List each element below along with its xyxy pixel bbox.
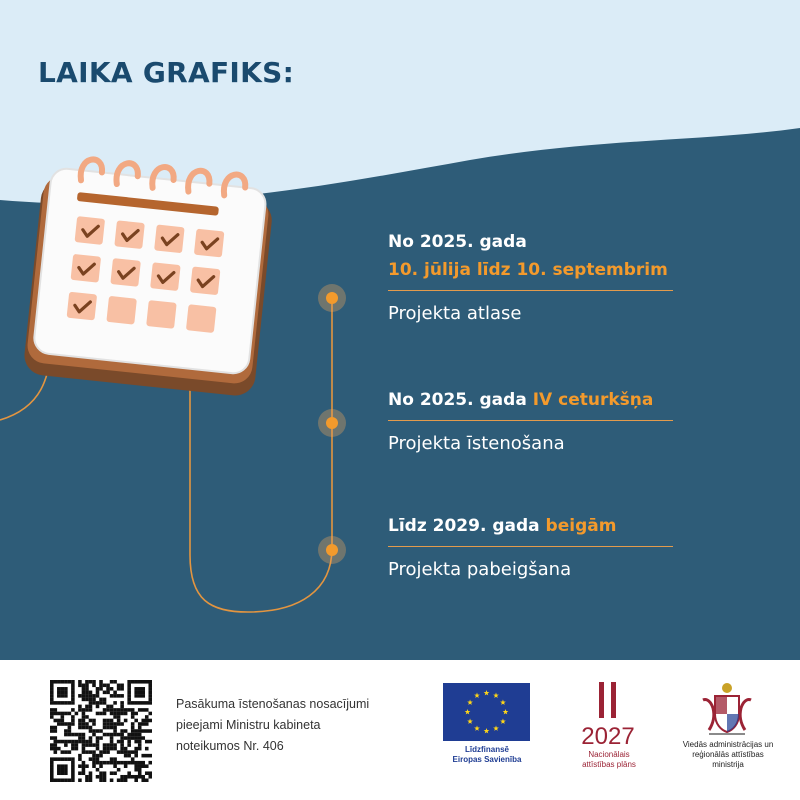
eu-caption-line: Eiropas Savienība xyxy=(452,755,522,764)
regulation-note-line: pieejami Ministru kabineta xyxy=(176,718,321,732)
latvia-coat-of-arms-icon xyxy=(695,682,759,738)
nap-caption-line: Nacionālais xyxy=(588,750,630,759)
regulation-note-line: noteikumos Nr. 406 xyxy=(176,739,284,753)
ministry-caption-line: reģionālās attīstības xyxy=(692,750,764,759)
eu-caption xyxy=(432,745,542,765)
timeline-entry-completion xyxy=(388,512,673,580)
regulation-note xyxy=(176,694,369,757)
page-title: LAIKA GRAFIKS: xyxy=(38,56,295,89)
entry-date xyxy=(388,512,673,540)
nap-caption-line: attīstības plāns xyxy=(582,760,636,769)
entry-date-prefix: No 2025. gada xyxy=(388,232,527,252)
entry-description: Projekta atlase xyxy=(388,303,522,324)
timeline-entry-selection xyxy=(388,228,673,324)
timeline-dot-1 xyxy=(318,284,346,312)
entry-date-highlight: IV ceturkšņa xyxy=(532,390,654,410)
entry-description: Projekta īstenošana xyxy=(388,433,565,454)
timeline-dot-3 xyxy=(318,536,346,564)
ministry-caption-line: ministrija xyxy=(712,760,744,769)
entry-divider xyxy=(388,290,673,291)
entry-date-prefix: Līdz 2029. gada xyxy=(388,516,540,536)
entry-divider xyxy=(388,420,673,421)
timeline-entry-implementation xyxy=(388,386,673,454)
qr-code[interactable] xyxy=(50,680,152,782)
ministry-caption-line: Viedās administrācijas un xyxy=(682,740,774,749)
regulation-note-line: Pasākuma īstenošanas nosacījumi xyxy=(176,697,370,711)
nap-year: 2027 xyxy=(581,723,635,748)
entry-date-range: 10. jūlija līdz 10. septembrim xyxy=(388,260,668,280)
calendar-illustration xyxy=(23,154,277,397)
footer xyxy=(0,660,800,800)
eu-flag-icon xyxy=(443,683,530,741)
nap-2027-logo xyxy=(573,678,643,748)
entry-divider xyxy=(388,546,673,547)
entry-date-highlight: beigām xyxy=(545,516,617,536)
entry-date xyxy=(388,386,673,414)
nap-caption xyxy=(560,750,658,770)
eu-caption-line: Līdzfinansē xyxy=(464,745,509,754)
timeline-dot-2 xyxy=(318,409,346,437)
entry-date-prefix: No 2025. gada xyxy=(388,390,527,410)
entry-description: Projekta pabeigšana xyxy=(388,559,572,580)
ministry-caption xyxy=(676,740,780,770)
